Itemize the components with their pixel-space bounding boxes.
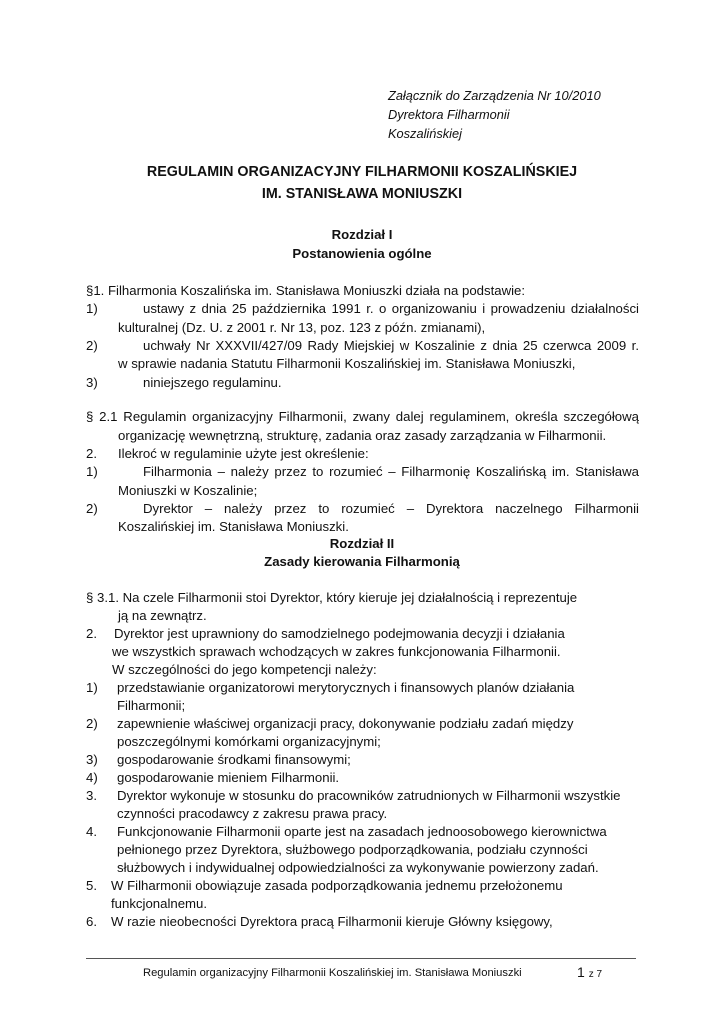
list-item-number: 6.: [86, 914, 97, 929]
list-item-number: 2): [86, 338, 98, 353]
list-item-number: 4): [86, 770, 98, 785]
paragraph-2-1: § 2.1 Regulamin organizacyjny Filharmonii, zwany dalej regulaminem, określa szczegółową: [86, 409, 639, 424]
definition-text: Filharmonia – należy przez to rozumieć – Filharmonię Koszalińską im. Stanisława: [143, 464, 639, 479]
page-total: z 7: [588, 969, 603, 980]
list-item-number: 3.: [86, 788, 97, 803]
list-item-number: 1): [86, 301, 98, 316]
competence-text: poszczególnymi komórkami organizacyjnymi;: [117, 734, 381, 749]
paragraph-3-3: Dyrektor wykonuje w stosunku do pracowników zatrudnionych w Filharmonii wszystkie: [117, 788, 621, 803]
list-item-number: 2.: [86, 626, 97, 641]
page-current: 1: [577, 964, 585, 980]
paragraph-3-4: Funkcjonowanie Filharmonii oparte jest na zasadach jednoosobowego kierownictwa: [117, 824, 607, 839]
annex-line-1: Załącznik do Zarządzenia Nr 10/2010: [388, 88, 601, 103]
list-item-text: w sprawie nadania Statutu Filharmonii Koszalińskiej im. Stanisława Moniuszki,: [118, 356, 576, 371]
page-number: [577, 964, 602, 983]
list-item-number: 1): [86, 464, 98, 479]
footer-divider: [86, 958, 636, 959]
competence-text: przedstawianie organizatorowi merytorycznych i finansowych planów działania: [117, 680, 575, 695]
chapter-1-subheading: Postanowienia ogólne: [292, 246, 432, 261]
definition-text: Koszalińskiej im. Stanisława Moniuszki.: [118, 519, 349, 534]
list-item-number: 2.: [86, 446, 97, 461]
paragraph-3-3-cont: czynności pracodawcy z zakresu prawa pracy.: [117, 806, 388, 821]
competence-text: Filharmonii;: [117, 698, 186, 713]
paragraph-3-5: W Filharmonii obowiązuje zasada podporządkowania jednemu przełożonemu: [111, 878, 563, 893]
annex-line-2: Dyrektora Filharmonii: [388, 107, 510, 122]
paragraph-2-1-cont: organizację wewnętrzną, strukturę, zadania oraz zasady zarządzania w Filharmonii.: [118, 428, 607, 443]
footer-document-title: Regulamin organizacyjny Filharmonii Koszalińskiej im. Stanisława Moniuszki: [143, 967, 522, 979]
list-item-text: uchwały Nr XXXVII/427/09 Rady Miejskiej w Koszalinie z dnia 25 czerwca 2009 r.: [143, 338, 639, 353]
paragraph-3-4-cont: pełnionego przez Dyrektora, służbowego podporządkowania, podziału czynności: [117, 842, 588, 857]
paragraph-1-intro: §1. Filharmonia Koszalińska im. Stanisława Moniuszki działa na podstawie:: [86, 283, 526, 298]
paragraph-3-2-cont: W szczególności do jego kompetencji należy:: [112, 662, 377, 677]
paragraph-2-2: Ilekroć w regulaminie użyte jest określenie:: [118, 446, 369, 461]
list-item-text: kulturalnej (Dz. U. z 2001 r. Nr 13, poz. 123 z późn. zmianami),: [118, 320, 486, 335]
paragraph-3-2-cont: we wszystkich sprawach wchodzących w zakres funkcjonowania Filharmonii.: [112, 644, 561, 659]
annex-line-3: Koszalińskiej: [388, 126, 462, 141]
chapter-2-heading: Rozdział II: [329, 536, 395, 551]
paragraph-3-5-cont: funkcjonalnemu.: [111, 896, 208, 911]
list-item-number: 3): [86, 375, 98, 390]
paragraph-3-1: § 3.1. Na czele Filharmonii stoi Dyrektor, który kieruje jej działalnością i reprezentuje: [86, 590, 578, 605]
paragraph-3-1-cont: ją na zewnątrz.: [118, 608, 207, 623]
paragraph-3-2: Dyrektor jest uprawniony do samodzielnego podejmowania decyzji i działania: [114, 626, 565, 641]
chapter-2-subheading: Zasady kierowania Filharmonią: [264, 554, 460, 569]
list-item-number: 2): [86, 501, 98, 516]
list-item-number: 4.: [86, 824, 97, 839]
competence-text: gospodarowanie mieniem Filharmonii.: [117, 770, 340, 785]
paragraph-3-4-cont: służbowych i indywidualnej odpowiedzialności za wykonywanie powierzony zadań.: [117, 860, 599, 875]
definition-text: Dyrektor – należy przez to rozumieć – Dyrektora naczelnego Filharmonii: [143, 501, 639, 516]
list-item-text: ustawy z dnia 25 października 1991 r. o organizowaniu i prowadzeniu działalności: [143, 301, 639, 316]
paragraph-3-6: W razie nieobecności Dyrektora pracą Filharmonii kieruje Główny księgowy,: [111, 914, 553, 929]
definition-text: Moniuszki w Koszalinie;: [118, 483, 258, 498]
competence-text: gospodarowanie środkami finansowymi;: [117, 752, 351, 767]
competence-text: zapewnienie właściwej organizacji pracy, dokonywanie podziału zadań między: [117, 716, 574, 731]
list-item-number: 1): [86, 680, 98, 695]
document-title-line-1: REGULAMIN ORGANIZACYJNY FILHARMONII KOSZALIŃSKIEJ: [146, 164, 578, 180]
list-item-number: 3): [86, 752, 98, 767]
chapter-1-heading: Rozdział I: [331, 227, 393, 242]
list-item-number: 2): [86, 716, 98, 731]
list-item-text: niniejszego regulaminu.: [143, 375, 282, 390]
document-title-line-2: IM. STANISŁAWA MONIUSZKI: [261, 186, 463, 202]
list-item-number: 5.: [86, 878, 97, 893]
